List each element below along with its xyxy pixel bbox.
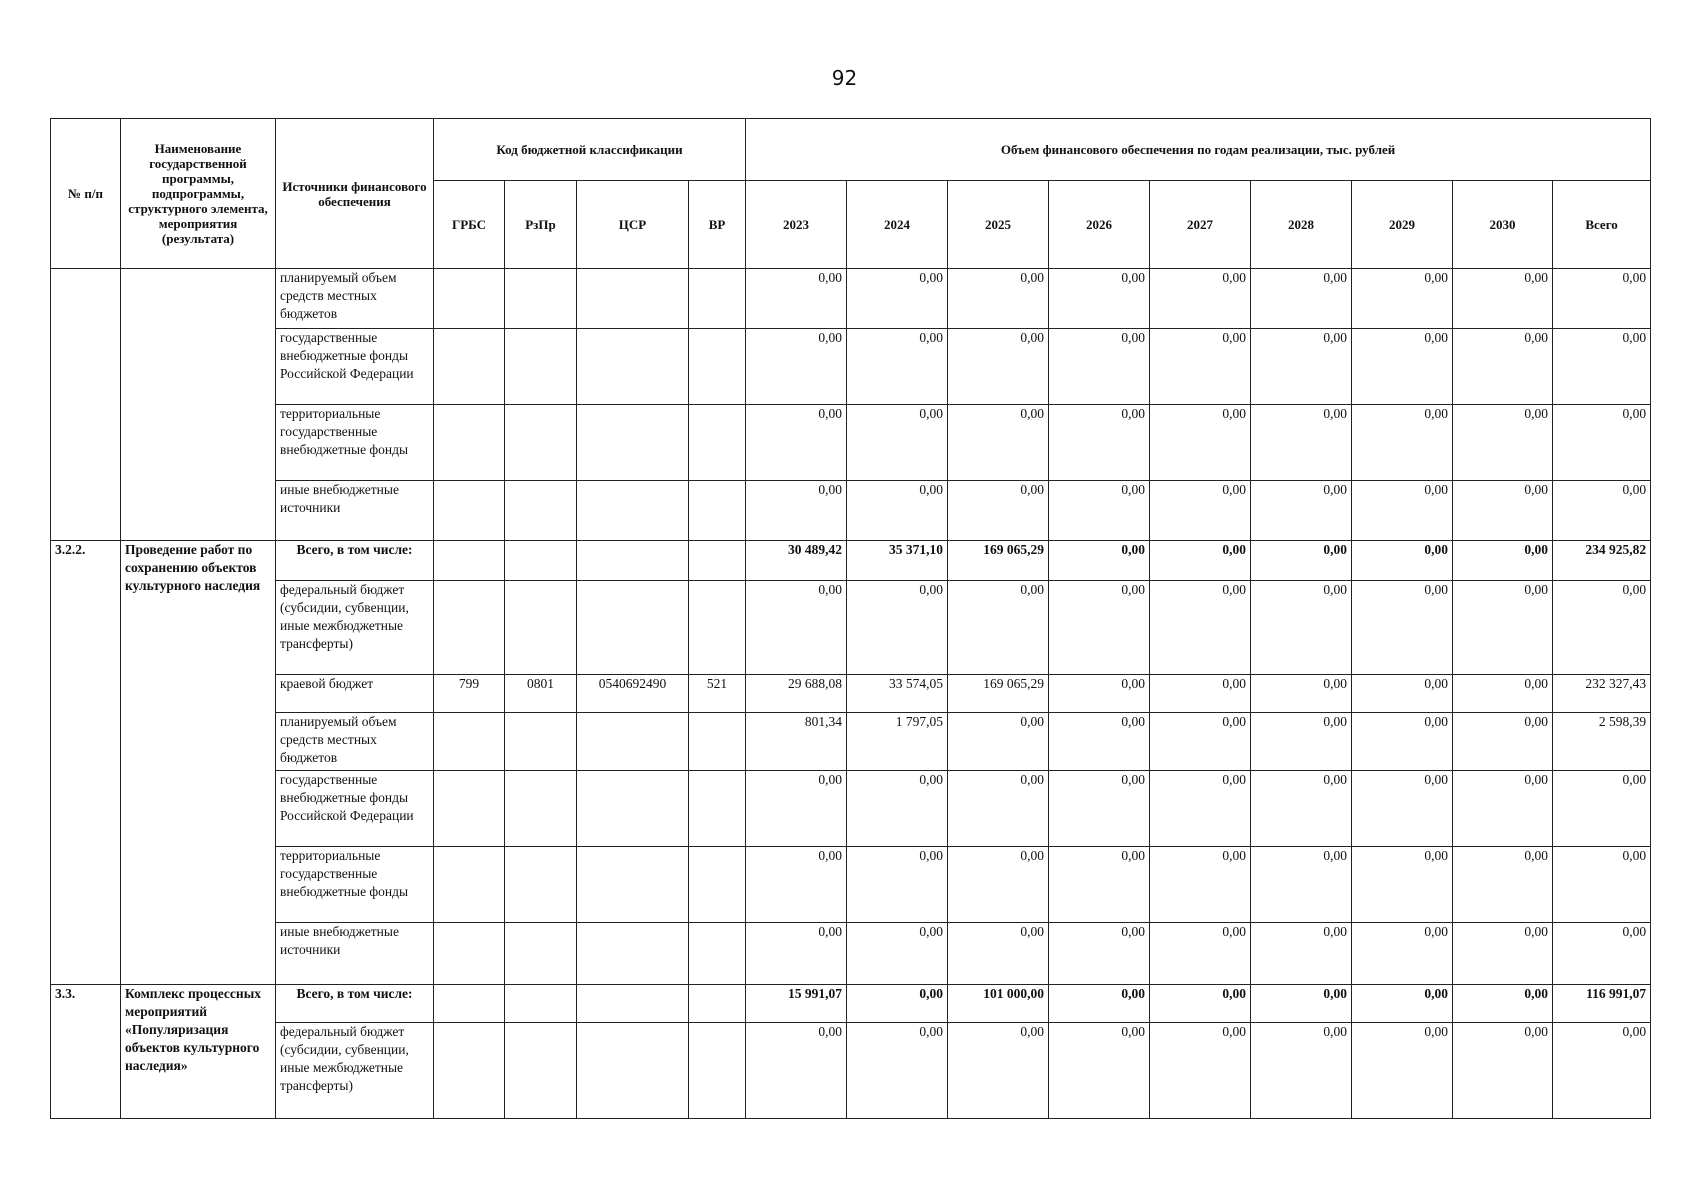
funding-source: иные внебюджетные источники: [276, 481, 434, 541]
value-year: 0,00: [847, 771, 948, 847]
value-total: 0,00: [1553, 923, 1651, 985]
value-year: 0,00: [1453, 269, 1553, 329]
value-year: 0,00: [1049, 541, 1150, 581]
code-vr: [689, 541, 746, 581]
code-grbs: [434, 581, 505, 675]
value-year: 0,00: [1352, 581, 1453, 675]
value-year: 0,00: [1150, 675, 1251, 713]
value-year: 0,00: [1251, 923, 1352, 985]
header-code-vr: ВР: [689, 181, 746, 269]
value-year: 0,00: [1453, 675, 1553, 713]
funding-source: планируемый объем средств местных бюджетов: [276, 713, 434, 771]
value-year: 0,00: [847, 405, 948, 481]
value-total: 0,00: [1553, 771, 1651, 847]
value-year: 0,00: [948, 847, 1049, 923]
value-year: 0,00: [1049, 771, 1150, 847]
table-row: [51, 269, 1651, 329]
funding-source: территориальные государственные внебюджетные фонды: [276, 847, 434, 923]
code-grbs: [434, 405, 505, 481]
page-number: 92: [831, 66, 858, 90]
code-grbs: [434, 1023, 505, 1119]
value-year: 0,00: [1049, 675, 1150, 713]
table-row: [51, 329, 1651, 405]
value-year: 0,00: [746, 481, 847, 541]
value-year: 0,00: [1049, 923, 1150, 985]
value-year: 0,00: [847, 329, 948, 405]
code-vr: [689, 771, 746, 847]
header-code-rzpr: РзПр: [505, 181, 577, 269]
code-rzpr: 0801: [505, 675, 577, 713]
code-vr: 521: [689, 675, 746, 713]
value-year: 0,00: [948, 713, 1049, 771]
value-year: 0,00: [1453, 847, 1553, 923]
funding-source: государственные внебюджетные фонды Российской Федерации: [276, 329, 434, 405]
value-year: 0,00: [1150, 1023, 1251, 1119]
value-year: 0,00: [1453, 581, 1553, 675]
value-year: 0,00: [948, 1023, 1049, 1119]
value-year: 801,34: [746, 713, 847, 771]
code-csr: [577, 541, 689, 581]
code-vr: [689, 405, 746, 481]
table-row: [51, 847, 1651, 923]
code-rzpr: [505, 713, 577, 771]
value-year: 0,00: [948, 923, 1049, 985]
header-year: 2024: [847, 181, 948, 269]
value-year: 0,00: [1049, 481, 1150, 541]
table-header: [51, 119, 1651, 269]
code-csr: [577, 985, 689, 1023]
value-total: 2 598,39: [1553, 713, 1651, 771]
code-csr: [577, 1023, 689, 1119]
value-year: 0,00: [847, 269, 948, 329]
value-year: 1 797,05: [847, 713, 948, 771]
budget-table: [50, 118, 1651, 1119]
value-year: 0,00: [1049, 847, 1150, 923]
value-year: 0,00: [1352, 713, 1453, 771]
value-year: 0,00: [1150, 329, 1251, 405]
code-grbs: [434, 481, 505, 541]
value-year: 0,00: [746, 1023, 847, 1119]
header-year: 2029: [1352, 181, 1453, 269]
value-year: 0,00: [746, 405, 847, 481]
table-row: [51, 771, 1651, 847]
code-vr: [689, 1023, 746, 1119]
funding-source: федеральный бюджет (субсидии, субвенции, иные межбюджетные трансферты): [276, 581, 434, 675]
code-rzpr: [505, 1023, 577, 1119]
value-year: 0,00: [1150, 269, 1251, 329]
header-code-group: Код бюджетной классификации: [434, 119, 746, 181]
funding-source: планируемый объем средств местных бюджетов: [276, 269, 434, 329]
value-year: 30 489,42: [746, 541, 847, 581]
value-total: 0,00: [1553, 581, 1651, 675]
header-year: 2023: [746, 181, 847, 269]
table-row: [51, 713, 1651, 771]
value-year: 0,00: [1049, 1023, 1150, 1119]
item-name: Комплекс процессных мероприятий «Популяризация объектов культурного наследия»: [121, 985, 276, 1119]
value-year: 0,00: [746, 269, 847, 329]
value-year: 0,00: [847, 923, 948, 985]
code-csr: [577, 923, 689, 985]
code-rzpr: [505, 481, 577, 541]
value-year: 0,00: [1251, 985, 1352, 1023]
table-row: [51, 581, 1651, 675]
code-grbs: [434, 985, 505, 1023]
table-row: [51, 481, 1651, 541]
code-rzpr: [505, 541, 577, 581]
table-row: [51, 541, 1651, 581]
value-year: 0,00: [1352, 771, 1453, 847]
value-year: 0,00: [1251, 541, 1352, 581]
code-grbs: [434, 923, 505, 985]
funding-source: Всего, в том числе:: [276, 985, 434, 1023]
code-rzpr: [505, 269, 577, 329]
value-year: 0,00: [1150, 581, 1251, 675]
value-year: 169 065,29: [948, 541, 1049, 581]
value-total: 0,00: [1553, 1023, 1651, 1119]
code-vr: [689, 481, 746, 541]
code-vr: [689, 923, 746, 985]
value-year: 0,00: [1150, 541, 1251, 581]
value-year: 0,00: [1352, 985, 1453, 1023]
table-row: [51, 405, 1651, 481]
table-row: [51, 985, 1651, 1023]
value-year: 0,00: [1150, 847, 1251, 923]
value-year: 0,00: [1049, 405, 1150, 481]
value-year: 0,00: [1150, 713, 1251, 771]
table-row: [51, 1023, 1651, 1119]
code-vr: [689, 713, 746, 771]
code-grbs: [434, 269, 505, 329]
code-rzpr: [505, 329, 577, 405]
code-grbs: 799: [434, 675, 505, 713]
value-year: 0,00: [1453, 481, 1553, 541]
value-year: 0,00: [1251, 329, 1352, 405]
funding-source: иные внебюджетные источники: [276, 923, 434, 985]
value-year: 0,00: [1251, 1023, 1352, 1119]
value-year: 0,00: [1352, 847, 1453, 923]
value-year: 0,00: [1049, 581, 1150, 675]
code-rzpr: [505, 847, 577, 923]
value-year: 0,00: [1251, 771, 1352, 847]
code-rzpr: [505, 581, 577, 675]
code-csr: [577, 581, 689, 675]
value-year: 0,00: [746, 329, 847, 405]
item-name: Проведение работ по сохранению объектов культурного наследия: [121, 541, 276, 985]
value-year: 169 065,29: [948, 675, 1049, 713]
table-row: [51, 675, 1651, 713]
funding-source: краевой бюджет: [276, 675, 434, 713]
header-total: Всего: [1553, 181, 1651, 269]
value-year: 0,00: [1150, 985, 1251, 1023]
value-year: 0,00: [1049, 985, 1150, 1023]
header-volume-group: Объем финансового обеспечения по годам реализации, тыс. рублей: [746, 119, 1651, 181]
value-year: 0,00: [1251, 847, 1352, 923]
value-year: 0,00: [1352, 923, 1453, 985]
funding-source: федеральный бюджет (субсидии, субвенции, иные межбюджетные трансферты): [276, 1023, 434, 1119]
value-year: 0,00: [948, 771, 1049, 847]
value-year: 0,00: [847, 985, 948, 1023]
value-year: 0,00: [948, 269, 1049, 329]
header-code-grbs: ГРБС: [434, 181, 505, 269]
funding-source: государственные внебюджетные фонды Российской Федерации: [276, 771, 434, 847]
code-vr: [689, 985, 746, 1023]
funding-source: территориальные государственные внебюджетные фонды: [276, 405, 434, 481]
table-row: [51, 923, 1651, 985]
value-year: 0,00: [1251, 405, 1352, 481]
code-vr: [689, 269, 746, 329]
code-grbs: [434, 329, 505, 405]
value-year: 0,00: [1352, 269, 1453, 329]
header-year: 2027: [1150, 181, 1251, 269]
code-grbs: [434, 541, 505, 581]
code-vr: [689, 581, 746, 675]
header-year: 2025: [948, 181, 1049, 269]
value-year: 0,00: [1251, 713, 1352, 771]
value-year: 0,00: [1352, 1023, 1453, 1119]
value-year: 0,00: [1352, 405, 1453, 481]
code-csr: [577, 847, 689, 923]
value-year: 0,00: [1251, 675, 1352, 713]
value-year: 35 371,10: [847, 541, 948, 581]
value-year: 0,00: [1453, 541, 1553, 581]
value-year: 0,00: [1049, 329, 1150, 405]
value-year: 0,00: [948, 405, 1049, 481]
value-year: 29 688,08: [746, 675, 847, 713]
value-year: 0,00: [1049, 713, 1150, 771]
code-rzpr: [505, 405, 577, 481]
code-grbs: [434, 771, 505, 847]
value-year: 0,00: [1352, 541, 1453, 581]
code-csr: [577, 713, 689, 771]
value-year: 0,00: [746, 847, 847, 923]
code-rzpr: [505, 771, 577, 847]
item-number: [51, 269, 121, 541]
value-year: 0,00: [1453, 985, 1553, 1023]
value-year: 0,00: [1453, 713, 1553, 771]
value-total: 0,00: [1553, 329, 1651, 405]
value-year: 0,00: [746, 581, 847, 675]
value-year: 15 991,07: [746, 985, 847, 1023]
value-year: 0,00: [1453, 405, 1553, 481]
item-number: 3.3.: [51, 985, 121, 1119]
value-year: 0,00: [1251, 481, 1352, 541]
value-year: 0,00: [847, 1023, 948, 1119]
value-year: 0,00: [1453, 329, 1553, 405]
value-total: 0,00: [1553, 269, 1651, 329]
value-year: 0,00: [1150, 923, 1251, 985]
code-csr: [577, 405, 689, 481]
funding-source: Всего, в том числе:: [276, 541, 434, 581]
code-grbs: [434, 713, 505, 771]
value-total: 116 991,07: [1553, 985, 1651, 1023]
header-year: 2028: [1251, 181, 1352, 269]
value-year: 0,00: [1352, 481, 1453, 541]
value-year: 0,00: [1453, 1023, 1553, 1119]
code-rzpr: [505, 923, 577, 985]
header-year: 2030: [1453, 181, 1553, 269]
value-year: 33 574,05: [847, 675, 948, 713]
header-num: № п/п: [51, 119, 121, 269]
code-csr: [577, 771, 689, 847]
value-year: 0,00: [1251, 581, 1352, 675]
value-total: 0,00: [1553, 481, 1651, 541]
value-year: 0,00: [1150, 481, 1251, 541]
code-csr: [577, 269, 689, 329]
value-year: 0,00: [1352, 675, 1453, 713]
value-total: 234 925,82: [1553, 541, 1651, 581]
value-year: 0,00: [948, 481, 1049, 541]
code-vr: [689, 329, 746, 405]
header-name: Наименование государственной программы, подпрограммы, структурного элемента, мероприятия (результата): [121, 119, 276, 269]
value-year: 0,00: [847, 847, 948, 923]
value-year: 0,00: [746, 771, 847, 847]
value-total: 0,00: [1553, 405, 1651, 481]
value-year: 0,00: [1352, 329, 1453, 405]
value-total: 0,00: [1553, 847, 1651, 923]
value-year: 0,00: [1453, 771, 1553, 847]
code-csr: 0540692490: [577, 675, 689, 713]
value-year: 0,00: [1150, 771, 1251, 847]
table-body: [51, 269, 1651, 1119]
value-year: 0,00: [746, 923, 847, 985]
item-name: [121, 269, 276, 541]
code-rzpr: [505, 985, 577, 1023]
header-source: Источники финансового обеспечения: [276, 119, 434, 269]
value-year: 0,00: [1453, 923, 1553, 985]
header-year: 2026: [1049, 181, 1150, 269]
value-total: 232 327,43: [1553, 675, 1651, 713]
value-year: 0,00: [1049, 269, 1150, 329]
header-code-csr: ЦСР: [577, 181, 689, 269]
value-year: 0,00: [1251, 269, 1352, 329]
code-vr: [689, 847, 746, 923]
item-number: 3.2.2.: [51, 541, 121, 985]
code-grbs: [434, 847, 505, 923]
value-year: 0,00: [847, 481, 948, 541]
code-csr: [577, 329, 689, 405]
value-year: 101 000,00: [948, 985, 1049, 1023]
value-year: 0,00: [1150, 405, 1251, 481]
value-year: 0,00: [847, 581, 948, 675]
code-csr: [577, 481, 689, 541]
value-year: 0,00: [948, 329, 1049, 405]
value-year: 0,00: [948, 581, 1049, 675]
